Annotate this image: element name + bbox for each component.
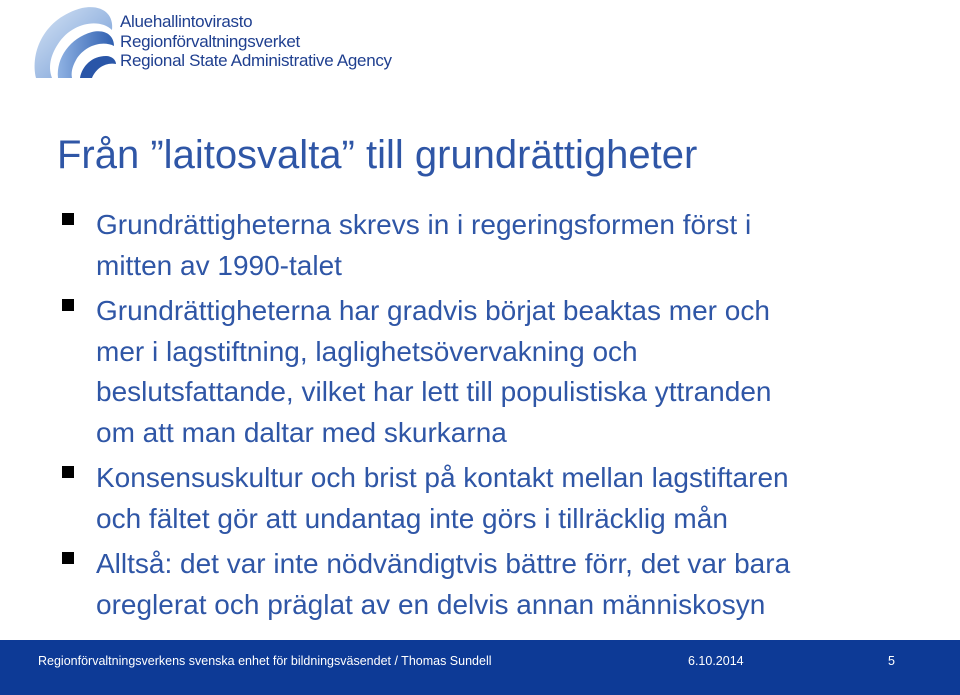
square-bullet-icon (62, 552, 74, 564)
square-bullet-icon (62, 213, 74, 225)
bullet-item (62, 458, 912, 539)
agency-name-swedish: Regionförvaltningsverket (120, 31, 300, 51)
agency-name-english: Regional State Administrative Agency (120, 51, 392, 70)
bullet-line: och fältet gör att undantag inte görs i tillräcklig mån (96, 502, 728, 534)
bullet-item (62, 291, 912, 453)
agency-name (120, 12, 392, 71)
square-bullet-icon (62, 299, 74, 311)
footer-organization-author: Regionförvaltningsverkens svenska enhet för bildningsväsendet / Thomas Sundell (38, 654, 492, 668)
bullet-line: Konsensuskultur och brist på kontakt mellan lagstiftaren (96, 462, 789, 493)
footer-date: 6.10.2014 (688, 654, 744, 668)
bullet-line: oreglerat och präglat av en delvis annan människosyn (96, 588, 766, 620)
agency-name-finnish: Aluehallintovirasto (120, 12, 253, 31)
footer-page-number: 5 (888, 654, 895, 668)
bullet-line: om att man daltar med skurkarna (96, 416, 507, 448)
bullet-line: Grundrättigheterna har gradvis börjat beaktas mer och (96, 295, 770, 326)
slide-title: Från ”laitosvalta” till grundrättigheter (57, 133, 698, 177)
bullet-line: mitten av 1990-talet (96, 249, 342, 281)
bullet-item (62, 544, 912, 625)
bullet-line: Alltså: det var inte nödvändigtvis bättre förr, det var bara (96, 548, 791, 579)
square-bullet-icon (62, 466, 74, 478)
bullet-text (96, 205, 912, 286)
bullet-list (62, 205, 912, 630)
agency-logo-icon (22, 4, 118, 82)
bullet-text (96, 458, 912, 539)
bullet-text (96, 544, 912, 625)
bullet-item (62, 205, 912, 286)
bullet-text (96, 291, 912, 453)
bullet-line: Grundrättigheterna skrevs in i regeringsformen först i (96, 209, 752, 240)
bullet-line: beslutsfattande, vilket har lett till populistiska yttranden (96, 376, 772, 407)
bullet-line: mer i lagstiftning, laglighetsövervakning och (96, 335, 638, 367)
